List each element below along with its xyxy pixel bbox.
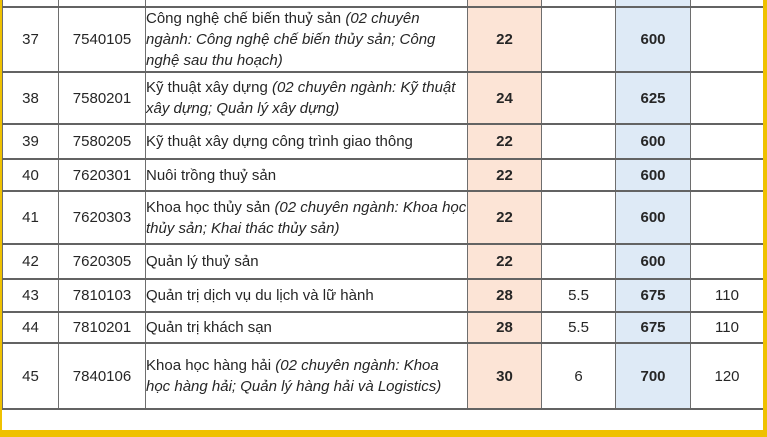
table-row: [3, 279, 764, 312]
extra-score-cell: [691, 7, 764, 72]
secondary-score-cell: [542, 7, 616, 72]
major-name-note: (02 chuyên ngành: Khoa học hàng hải; Quản lý hàng hải và Logistics): [146, 357, 442, 395]
table-row: [3, 7, 764, 72]
major-name-cell: [146, 244, 468, 279]
secondary-score-cell: 5.5: [542, 279, 616, 312]
row-number-cell: 41: [3, 191, 59, 244]
extra-score-cell: 120: [691, 343, 764, 409]
major-name-cell: [146, 7, 468, 72]
dgnl-score-cell: 600: [616, 191, 691, 244]
major-name-text: Quản lý thuỷ sản: [146, 253, 259, 270]
floor-score-cell: 22: [468, 191, 542, 244]
dgnl-score-cell: 600: [616, 124, 691, 159]
dgnl-score-cell: 600: [616, 159, 691, 191]
table-row: [3, 72, 764, 124]
major-name-cell: [146, 72, 468, 124]
major-name-cell: [146, 159, 468, 191]
major-name-text: Kỹ thuật xây dựng công trình giao thông: [146, 133, 413, 150]
row-number-cell: 39: [3, 124, 59, 159]
major-name-text: Quản trị khách sạn: [146, 319, 272, 336]
row-number-cell: 42: [3, 244, 59, 279]
floor-score-cell: 28: [468, 312, 542, 343]
dgnl-score-cell: [616, 0, 691, 7]
major-code-cell: 7580201: [59, 72, 146, 124]
major-name-cell: [146, 312, 468, 343]
table-row: [3, 343, 764, 409]
floor-score-cell: 22: [468, 159, 542, 191]
floor-score-cell: 22: [468, 124, 542, 159]
row-number-cell: 43: [3, 279, 59, 312]
table-row: [3, 191, 764, 244]
floor-score-cell: 24: [468, 72, 542, 124]
table-row: [3, 244, 764, 279]
floor-score-cell: 30: [468, 343, 542, 409]
dgnl-score-cell: 675: [616, 312, 691, 343]
row-number-cell: 38: [3, 72, 59, 124]
extra-score-cell: 110: [691, 312, 764, 343]
extra-score-cell: 110: [691, 279, 764, 312]
extra-score-cell: [691, 159, 764, 191]
secondary-score-cell: [542, 0, 616, 7]
major-code-cell: [59, 0, 146, 7]
extra-score-cell: [691, 0, 764, 7]
extra-score-cell: [691, 244, 764, 279]
major-code-cell: 7620303: [59, 191, 146, 244]
major-code-cell: 7620305: [59, 244, 146, 279]
dgnl-score-cell: 625: [616, 72, 691, 124]
secondary-score-cell: [542, 124, 616, 159]
dgnl-score-cell: 675: [616, 279, 691, 312]
extra-score-cell: [691, 124, 764, 159]
row-number-cell: 45: [3, 343, 59, 409]
score-table-body: [3, 0, 764, 409]
table-row: [3, 312, 764, 343]
floor-score-cell: 22: [468, 244, 542, 279]
major-code-cell: 7840106: [59, 343, 146, 409]
secondary-score-cell: [542, 159, 616, 191]
major-name-note: (02 chuyên ngành: Kỹ thuật xây dựng; Quản lý xây dựng): [146, 79, 456, 117]
major-name-cell: [146, 343, 468, 409]
admission-score-table: [2, 0, 763, 430]
secondary-score-cell: [542, 244, 616, 279]
major-code-cell: 7580205: [59, 124, 146, 159]
row-number-cell: [3, 0, 59, 7]
score-table: [2, 0, 763, 410]
major-name-text: Khoa học hàng hải: [146, 357, 272, 374]
table-row: [3, 159, 764, 191]
secondary-score-cell: 5.5: [542, 312, 616, 343]
secondary-score-cell: [542, 72, 616, 124]
floor-score-cell: [468, 0, 542, 7]
extra-score-cell: [691, 72, 764, 124]
secondary-score-cell: [542, 191, 616, 244]
major-name-note: (02 chuyên ngành: Khoa học thủy sản; Khai thác thủy sản): [146, 198, 467, 237]
major-name-text: Khoa học thủy sản: [146, 198, 271, 216]
major-code-cell: 7540105: [59, 7, 146, 72]
table-row: [3, 124, 764, 159]
secondary-score-cell: 6: [542, 343, 616, 409]
row-number-cell: 40: [3, 159, 59, 191]
dgnl-score-cell: 600: [616, 7, 691, 72]
row-number-cell: 37: [3, 7, 59, 72]
floor-score-cell: 28: [468, 279, 542, 312]
dgnl-score-cell: 700: [616, 343, 691, 409]
major-name-cell: [146, 191, 468, 244]
floor-score-cell: 22: [468, 7, 542, 72]
major-code-cell: 7620301: [59, 159, 146, 191]
dgnl-score-cell: 600: [616, 244, 691, 279]
row-number-cell: 44: [3, 312, 59, 343]
major-name-text: Kỹ thuật xây dựng: [146, 79, 268, 96]
major-name-cell: [146, 124, 468, 159]
partial-row-cutoff: [3, 0, 764, 7]
major-name-text: Quản trị dịch vụ du lịch và lữ hành: [146, 287, 374, 304]
extra-score-cell: [691, 191, 764, 244]
major-name-text: Nuôi trồng thuỷ sản: [146, 166, 277, 184]
major-name-note: (02 chuyên ngành: Công nghệ chế biến thủy sản; Công nghệ sau thu hoạch): [146, 10, 436, 69]
major-code-cell: 7810201: [59, 312, 146, 343]
major-name-cell: [146, 0, 468, 7]
major-code-cell: 7810103: [59, 279, 146, 312]
major-name-text: Công nghệ chế biến thuỷ sản: [146, 10, 342, 27]
major-name-cell: [146, 279, 468, 312]
